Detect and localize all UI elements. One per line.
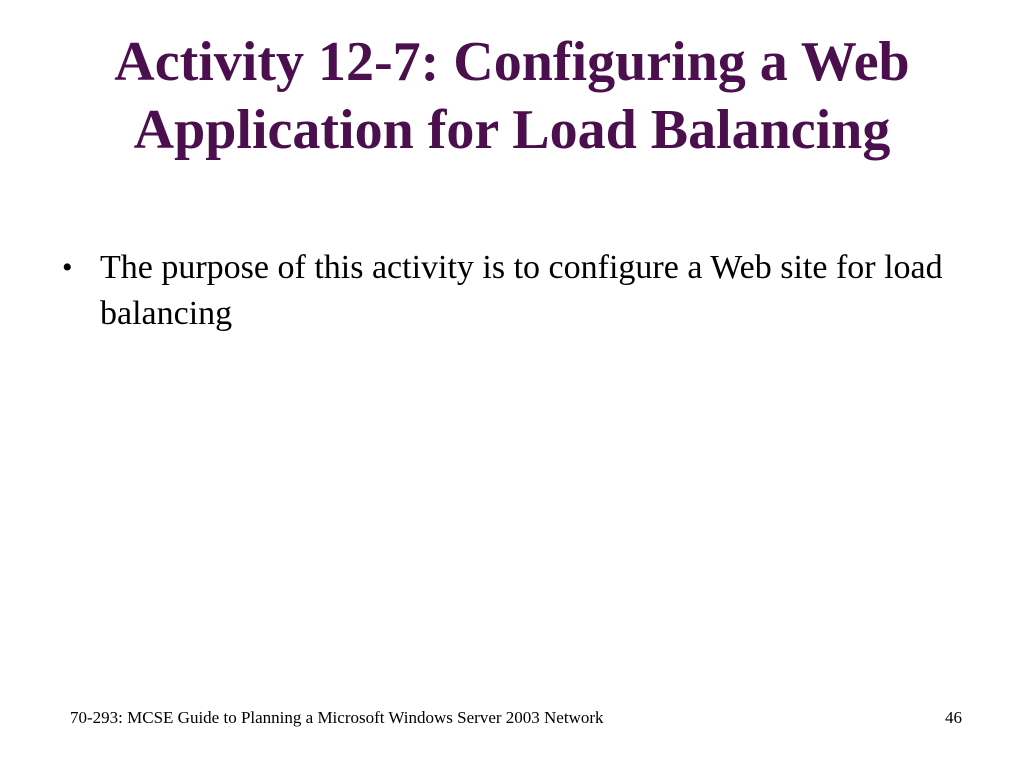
slide-title: Activity 12-7: Configuring a Web Application for Load Balancing — [114, 31, 910, 161]
footer-course-title: 70-293: MCSE Guide to Planning a Microsoft Windows Server 2003 Network — [70, 708, 604, 727]
bullet-text: The purpose of this activity is to configure a Web site for load balancing — [100, 249, 943, 332]
bullet-item — [60, 245, 970, 337]
bullet-marker: • — [62, 251, 73, 284]
footer-page-number: 46 — [945, 708, 962, 727]
bullet-list — [60, 245, 970, 337]
